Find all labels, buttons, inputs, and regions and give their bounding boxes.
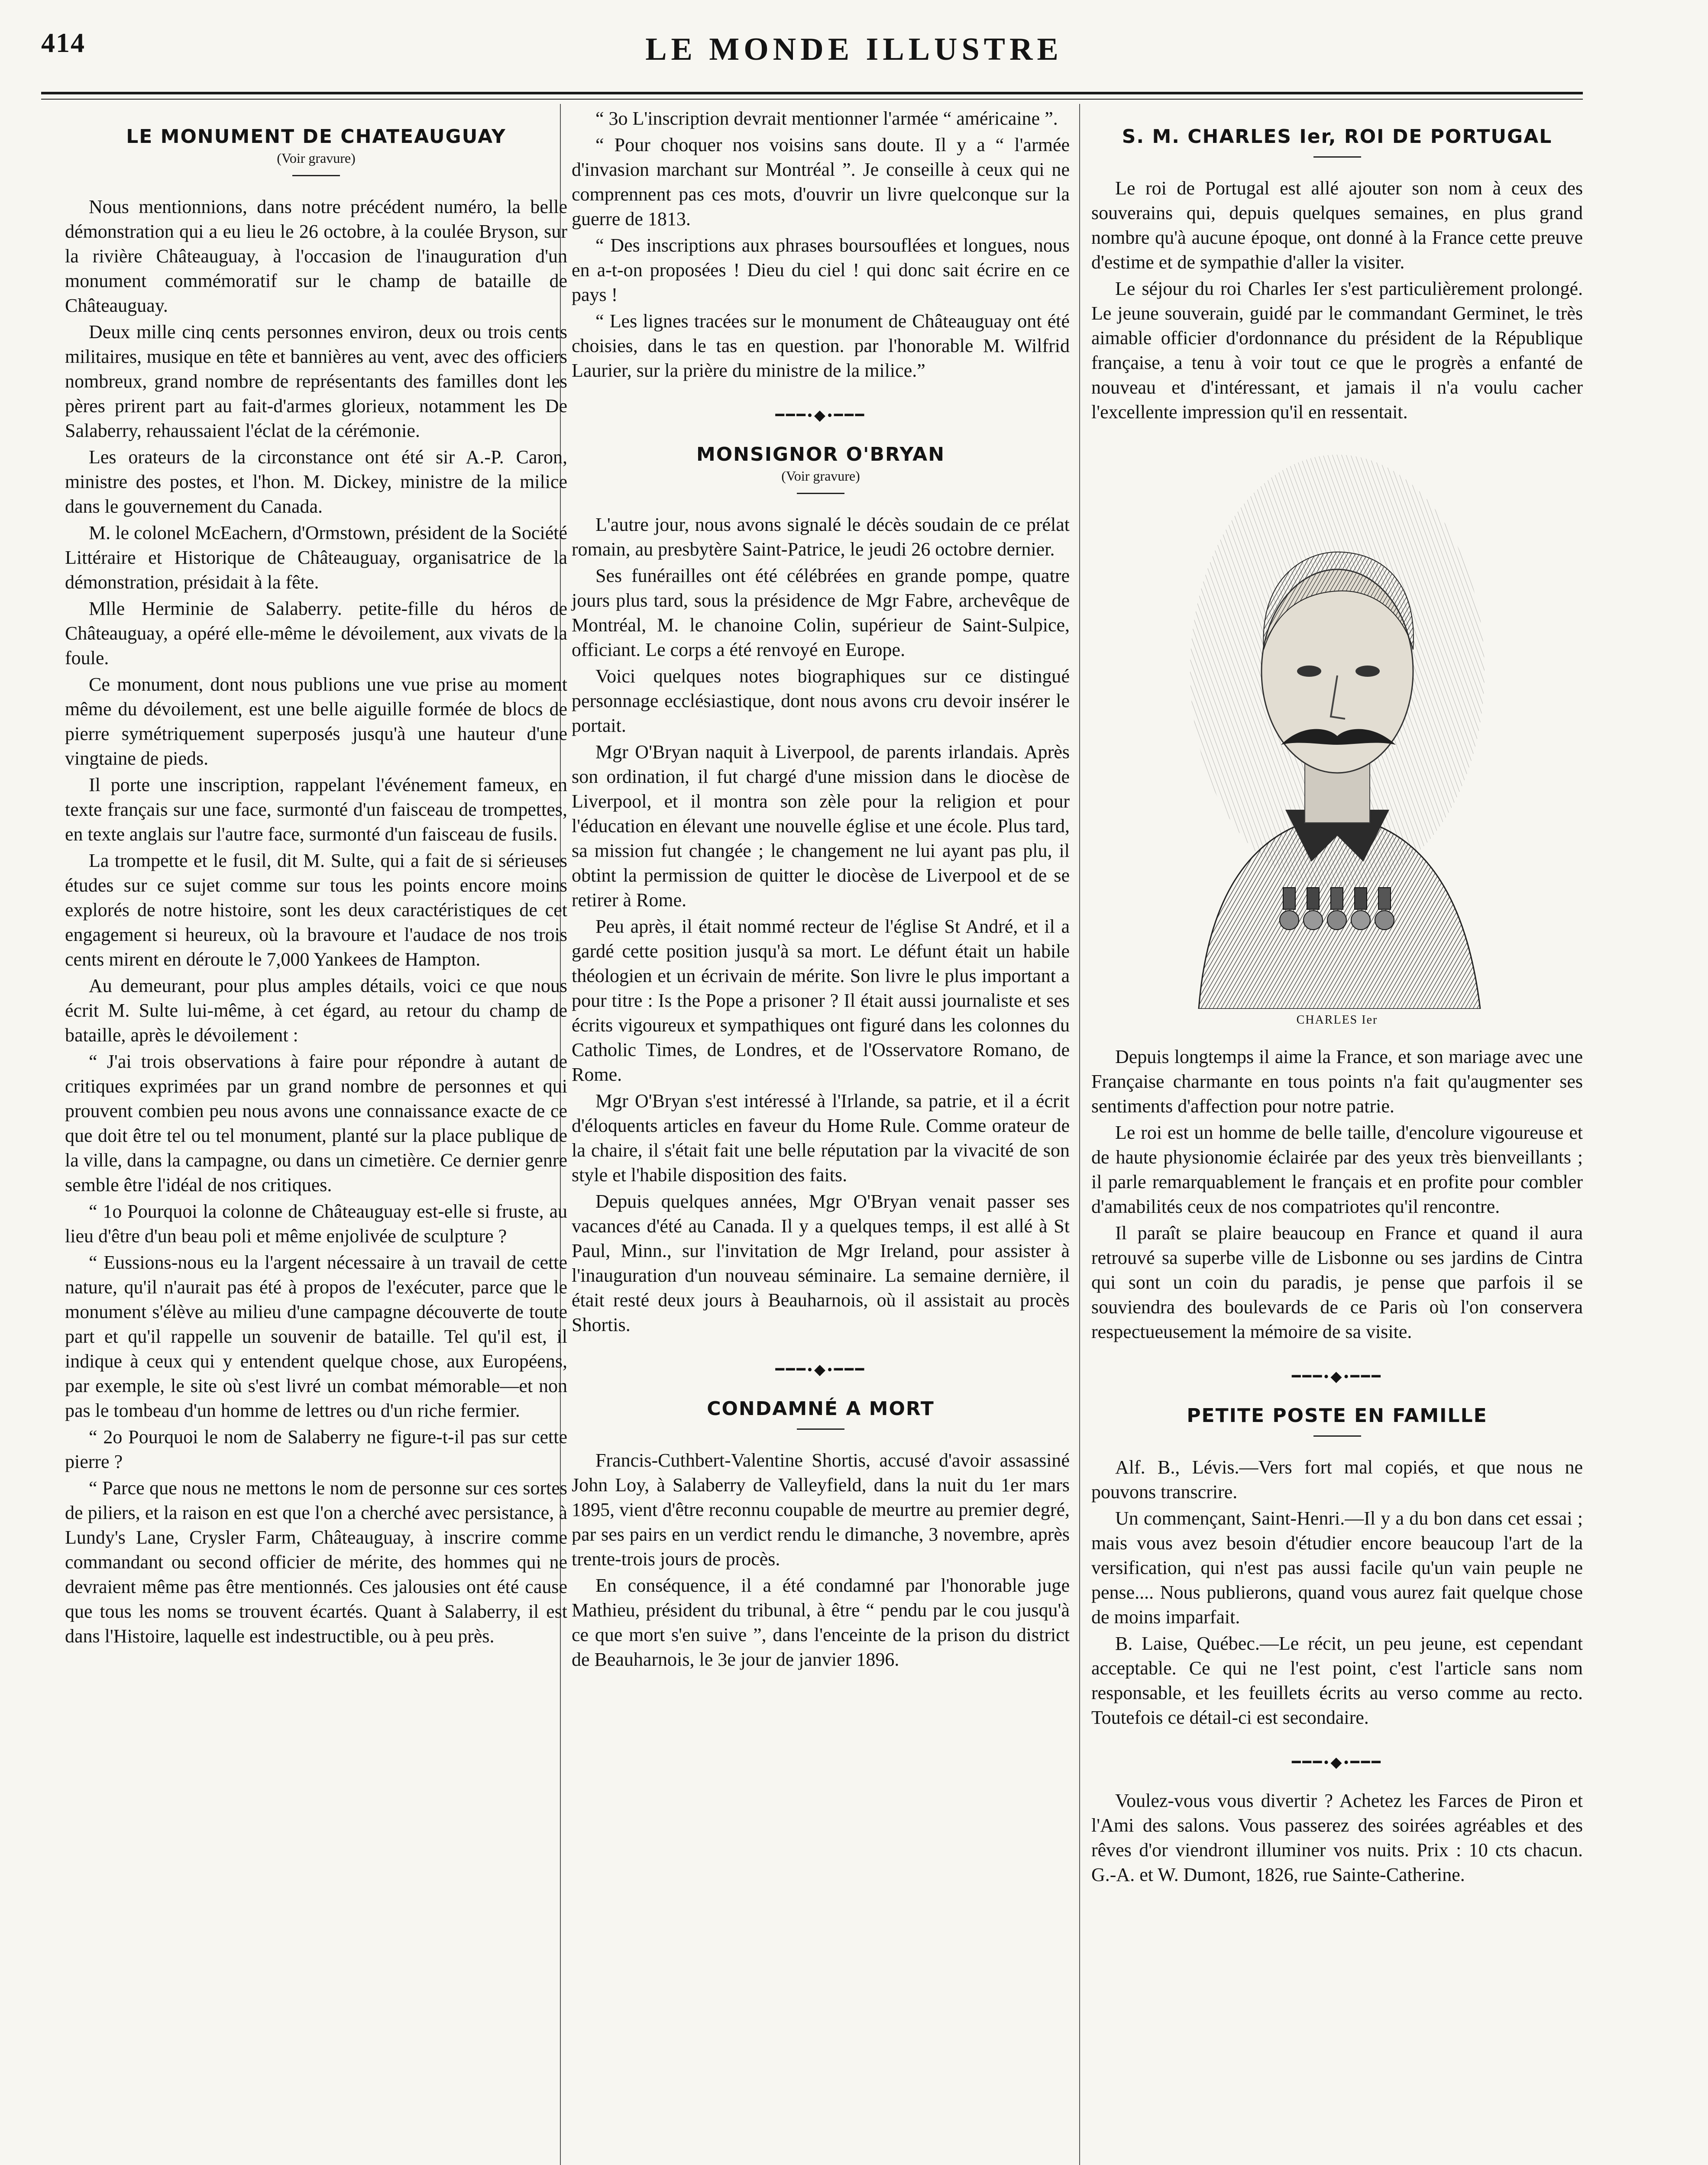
- article-heading-condamne: CONDAMNÉ A MORT: [707, 1398, 935, 1420]
- paragraph: Le roi de Portugal est allé ajouter son nom à ceux des souverains qui, depuis quelques semaines, en plus grand nombre qu'à aucune époque, ont donné à la France cette preuve d'estime et de sympathie d'aller la visiter.: [1091, 178, 1583, 273]
- header-rule-thin: [41, 99, 1583, 100]
- paragraph: En conséquence, il a été condamné par l'honorable juge Mathieu, président du tribunal, à être “ pendu par le cou jusqu'à ce que mort s'en suive ”, dans l'enceinte de la prison du district de Beauharnois, le 3e jour de janvier 1896.: [572, 1575, 1070, 1670]
- paragraph: Nous mentionnions, dans notre précédent numéro, la belle démonstration qui a eu lieu le 26 octobre, à la coulée Bryson, sur la rivière Châteauguay, à l'occasion de l'inauguration d'un monument commémoratif sur le champ de bataille de Châteauguay.: [65, 196, 567, 316]
- paragraph: Mgr O'Bryan naquit à Liverpool, de parents irlandais. Après son ordination, il fut chargé d'une mission dans le diocèse de Liverpool, et il montra son zèle pour la religion et pour l'éducation en élevant une nouvelle église et une école. Plus tard, sa mission fut changée ; le changement ne lui ayant pas plu, il obtint la permission de quitter le diocèse de Liverpool et de se retirer à Rome.: [572, 741, 1070, 911]
- paragraph: “ 2o Pourquoi le nom de Salaberry ne figure-t-il pas sur cette pierre ?: [65, 1426, 567, 1472]
- paragraph: Le séjour du roi Charles Ier s'est particulièrement prolongé. Le jeune souverain, guidé par le commandant Germinet, le très aimable officier d'ordonnance du président de la République française, a tenu à voir tout ce que le progrès a enfanté de nouveau et d'intéressant, et jamais il n'a voulu cacher l'excellente impression qu'il en ressentait.: [1091, 278, 1583, 423]
- paragraph: Depuis quelques années, Mgr O'Bryan venait passer ses vacances d'été au Canada. Il y a quelques temps, il est allé à St Paul, Minn., sur l'invitation de Mgr Ireland, pour assister à l'inauguration d'un nouveau séminaire. La semaine dernière, il était resté deux jours à Beauharnois, où il assistait au procès Shortis.: [572, 1191, 1070, 1335]
- short-rule: [1313, 1435, 1361, 1437]
- column-middle: [572, 106, 1070, 1674]
- paragraph: Mlle Herminie de Salaberry. petite-fille du héros de Châteauguay, a opéré elle-même le dévoilement, aux vivats de la foule.: [65, 598, 567, 669]
- header-rule: [41, 92, 1583, 94]
- ornament-divider: ━━━•◆•━━━: [775, 407, 866, 423]
- paragraph: “ Des inscriptions aux phrases boursouflées et longues, nous en a-t-on proposées ! Dieu du ciel ! qui donc sait écrire en ce pays !: [572, 235, 1070, 305]
- paragraph: La trompette et le fusil, dit M. Sulte, qui a fait de si sérieuses études sur ce sujet comme sur tous les points encore moins explorés de notre histoire, sont les deux caractéristiques de cet engagement si heureux, où la bravoure et l'audace de nos trois cents mirent en déroute le 7,000 Yankees de Hampton.: [65, 850, 567, 970]
- column-divider: [1079, 104, 1080, 2165]
- paragraph: Ce monument, dont nous publions une vue prise au moment même du dévoilement, est une belle aiguille formée de blocs de pierre symétriquement superposés jusqu'à une hauteur d'une vingtaine de pieds.: [65, 674, 567, 769]
- paragraph: Il porte une inscription, rappelant l'événement fameux, en texte français sur une face, surmonté d'un faisceau de trompettes, en texte anglais sur l'autre face, surmonté d'un faisceau de fusils.: [65, 774, 567, 845]
- paragraph: B. Laise, Québec.—Le récit, un peu jeune, est cependant acceptable. Ce qui ne l'est point, c'est l'article sans nom responsable, et les feuillets écrits au verso comme au recto. Toutefois ce détail-ci est secondaire.: [1091, 1633, 1583, 1728]
- paragraph: “ 3o L'inscription devrait mentionner l'armée “ américaine ”.: [595, 108, 1058, 129]
- ornament-divider: ━━━•◆•━━━: [1292, 1755, 1382, 1771]
- paragraph: L'autre jour, nous avons signalé le décès soudain de ce prélat romain, au presbytère Saint-Patrice, le jeudi 26 octobre dernier.: [572, 514, 1070, 560]
- paragraph: “ Pour choquer nos voisins sans doute. Il y a “ l'armée d'invasion marchant sur Montréal ”. Je conseille à ceux qui ne comprennent pas ces mots, d'ouvrir un livre quelconque sur la guerre de 1813.: [572, 134, 1070, 229]
- paragraph: “ 1o Pourquoi la colonne de Châteauguay est-elle si fruste, au lieu d'être d'un beau poli et même enjolivée de sculpture ?: [65, 1201, 567, 1247]
- paragraph: Mgr O'Bryan s'est intéressé à l'Irlande, sa patrie, et il a écrit d'éloquents articles en faveur du Home Rule. Comme orateur de la chaire, il s'était fait une belle réputation par la vivacité de son style et l'habile disposition des faits.: [572, 1090, 1070, 1186]
- paragraph: Il paraît se plaire beaucoup en France et quand il aura retrouvé sa superbe ville de Lisbonne ou ses jardins de Cintra qui sont un coin du paradis, je pense que parfois il se souviendra des boulevards de ce Paris où l'on conservera respectueusement la mémoire de sa visite.: [1091, 1222, 1583, 1342]
- portrait-engraving: [1181, 446, 1493, 1009]
- paragraph: Alf. B., Lévis.—Vers fort mal copiés, et que nous ne pouvons transcrire.: [1091, 1457, 1583, 1503]
- paragraph: “ Eussions-nous eu la l'argent nécessaire à un travail de cette nature, qu'il n'aurait pas été à propos de l'exécuter, parce que le monument s'élève au milieu d'une campagne découverte de toute part et qu'il rappelle un souvenir de bataille. Tel qu'il est, il indique à ceux qui y entendent quelque chose, aux Européens, par exemple, le site où s'est livré un combat mémorable—et non pas le tombeau d'un homme de lettres ou d'un riche fermier.: [65, 1252, 567, 1421]
- short-rule: [797, 493, 844, 494]
- paragraph: Un commençant, Saint-Henri.—Il y a du bon dans cet essai ; mais vous avez besoin d'étudier encore beaucoup l'art de la versification, qui n'est pas aussi facile qu'un vain peuple ne pense.... Nous publierons, quand vous aurez fait quelque chose de moins imparfait.: [1091, 1508, 1583, 1628]
- paragraph: Peu après, il était nommé recteur de l'église St André, et il a gardé cette position jusqu'à sa mort. Le défunt était un habile théologien et un écrivain de mérite. Son livre le plus important a pour titre : Is the Pope a prisoner ? Il était aussi journaliste et ses écrits vigoureux et sympathiques ont figuré dans les colonnes du Catholic Times, de Londres, et de l'Osservatore Romano, de Rome.: [572, 916, 1070, 1085]
- column-left: [65, 106, 567, 1650]
- article-heading-charles: S. M. CHARLES Ier, ROI DE PORTUGAL: [1122, 126, 1553, 148]
- article-heading-poste: PETITE POSTE EN FAMILLE: [1187, 1405, 1488, 1427]
- paragraph: M. le colonel McEachern, d'Ormstown, président de la Société Littéraire et Historique de Châteauguay, organisatrice de la démonstration, présidait à la fête.: [65, 522, 567, 593]
- ornament-divider: ━━━•◆•━━━: [1292, 1369, 1382, 1385]
- paragraph: “ J'ai trois observations à faire pour répondre à autant de critiques exprimées par un grand nombre de personnes et qui prouvent combien peu nous avons une connaissance exacte de ce que doit être tel ou tel monument, planté sur la place publique de la ville, dans la campagne, ou dans un cimetière. Ce dernier genre semble être l'idéal de nos critiques.: [65, 1051, 567, 1196]
- masthead-title: LE MONDE ILLUSTRE: [645, 32, 1063, 67]
- short-rule: [797, 1428, 844, 1430]
- short-rule: [292, 175, 340, 176]
- ornament-divider: ━━━•◆•━━━: [775, 1362, 866, 1378]
- advertisement: Voulez-vous vous divertir ? Achetez les Farces de Piron et l'Ami des salons. Vous passerez des soirées agréables et des rêves d'or viendront illuminer vos nuits. Prix : 10 cts chacun. G.-A. et W. Dumont, 1826, rue Sainte-Catherine.: [1091, 1790, 1583, 1885]
- paragraph: Le roi est un homme de belle taille, d'encolure vigoureuse et de haute physionomie éclairée par des yeux très bienveillants ; il parle remarquablement le français et en profite pour combler d'amabilités ceux de nos compatriotes qu'il rencontre.: [1091, 1122, 1583, 1217]
- page-number: 414: [41, 27, 85, 58]
- short-rule: [1313, 156, 1361, 158]
- portrait-illustration: [1181, 446, 1493, 1009]
- article-heading-obryan: MONSIGNOR O'BRYAN: [696, 443, 945, 465]
- paragraph: Francis-Cuthbert-Valentine Shortis, accusé d'avoir assassiné John Loy, à Salaberry de Valleyfield, dans la nuit du 1er mars 1895, vient d'être reconnu coupable de meurtre au premier degré, par ses pairs en un verdict rendu le dimanche, 3 novembre, après trente-trois jours de procès.: [572, 1450, 1070, 1570]
- paragraph: Depuis longtemps il aime la France, et son mariage avec une Française charmante en tous points n'a fait qu'augmenter ses sentiments d'affection pour notre patrie.: [1091, 1046, 1583, 1117]
- column-right: [1091, 106, 1583, 1889]
- see-engraving-note: (Voir gravure): [781, 468, 860, 484]
- paragraph: Au demeurant, pour plus amples détails, voici ce que nous écrit M. Sulte lui-même, à cet égard, au retour du champ de bataille, après le dévoilement :: [65, 975, 567, 1046]
- paragraph: “ Parce que nous ne mettons le nom de personne sur ces sortes de piliers, et la raison en est que l'on a cherché avec persistance, à Lundy's Lane, Crysler Farm, Châteauguay, à inscrire comme commandant ou second officier de mérite, des hommes qui ne devraient même pas être mentionnés. Ces jalousies ont été cause que tous les noms se trouvent écartés. Quant à Salaberry, il est dans l'Histoire, laquelle est indestructible, ou à peu près.: [65, 1477, 567, 1647]
- paragraph: Deux mille cinq cents personnes environ, deux ou trois cents militaires, musique en tête et bannières au vent, avec des officiers nombreux, grand nombre de représentants des familles dont les pères prirent part au fait-d'armes glorieux, notamment les De Salaberry, rehaussaient l'éclat de la cérémonie.: [65, 321, 567, 441]
- paragraph: “ Les lignes tracées sur le monument de Châteauguay ont été choisies, dans le tas en question. par l'honorable M. Wilfrid Laurier, sur la prière du ministre de la milice.”: [572, 310, 1070, 381]
- paragraph: Ses funérailles ont été célébrées en grande pompe, quatre jours plus tard, sous la présidence de Mgr Fabre, archevêque de Montréal, M. le chanoine Colin, supérieur de Saint-Sulpice, officiant. Le corps a été renvoyé en Europe.: [572, 565, 1070, 660]
- paragraph: Les orateurs de la circonstance ont été sir A.-P. Caron, ministre des postes, et l'hon. M. Dickey, ministre de la milice dans le gouvernement du Canada.: [65, 446, 567, 517]
- paragraph: Voici quelques notes biographiques sur ce distingué personnage ecclésiastique, dont nous avons cru devoir insérer le portait.: [572, 666, 1070, 736]
- see-engraving-note: (Voir gravure): [277, 150, 356, 166]
- article-heading-chateauguay: LE MONUMENT DE CHATEAUGUAY: [126, 126, 506, 148]
- portrait-caption: CHARLES Ier: [1296, 1013, 1378, 1027]
